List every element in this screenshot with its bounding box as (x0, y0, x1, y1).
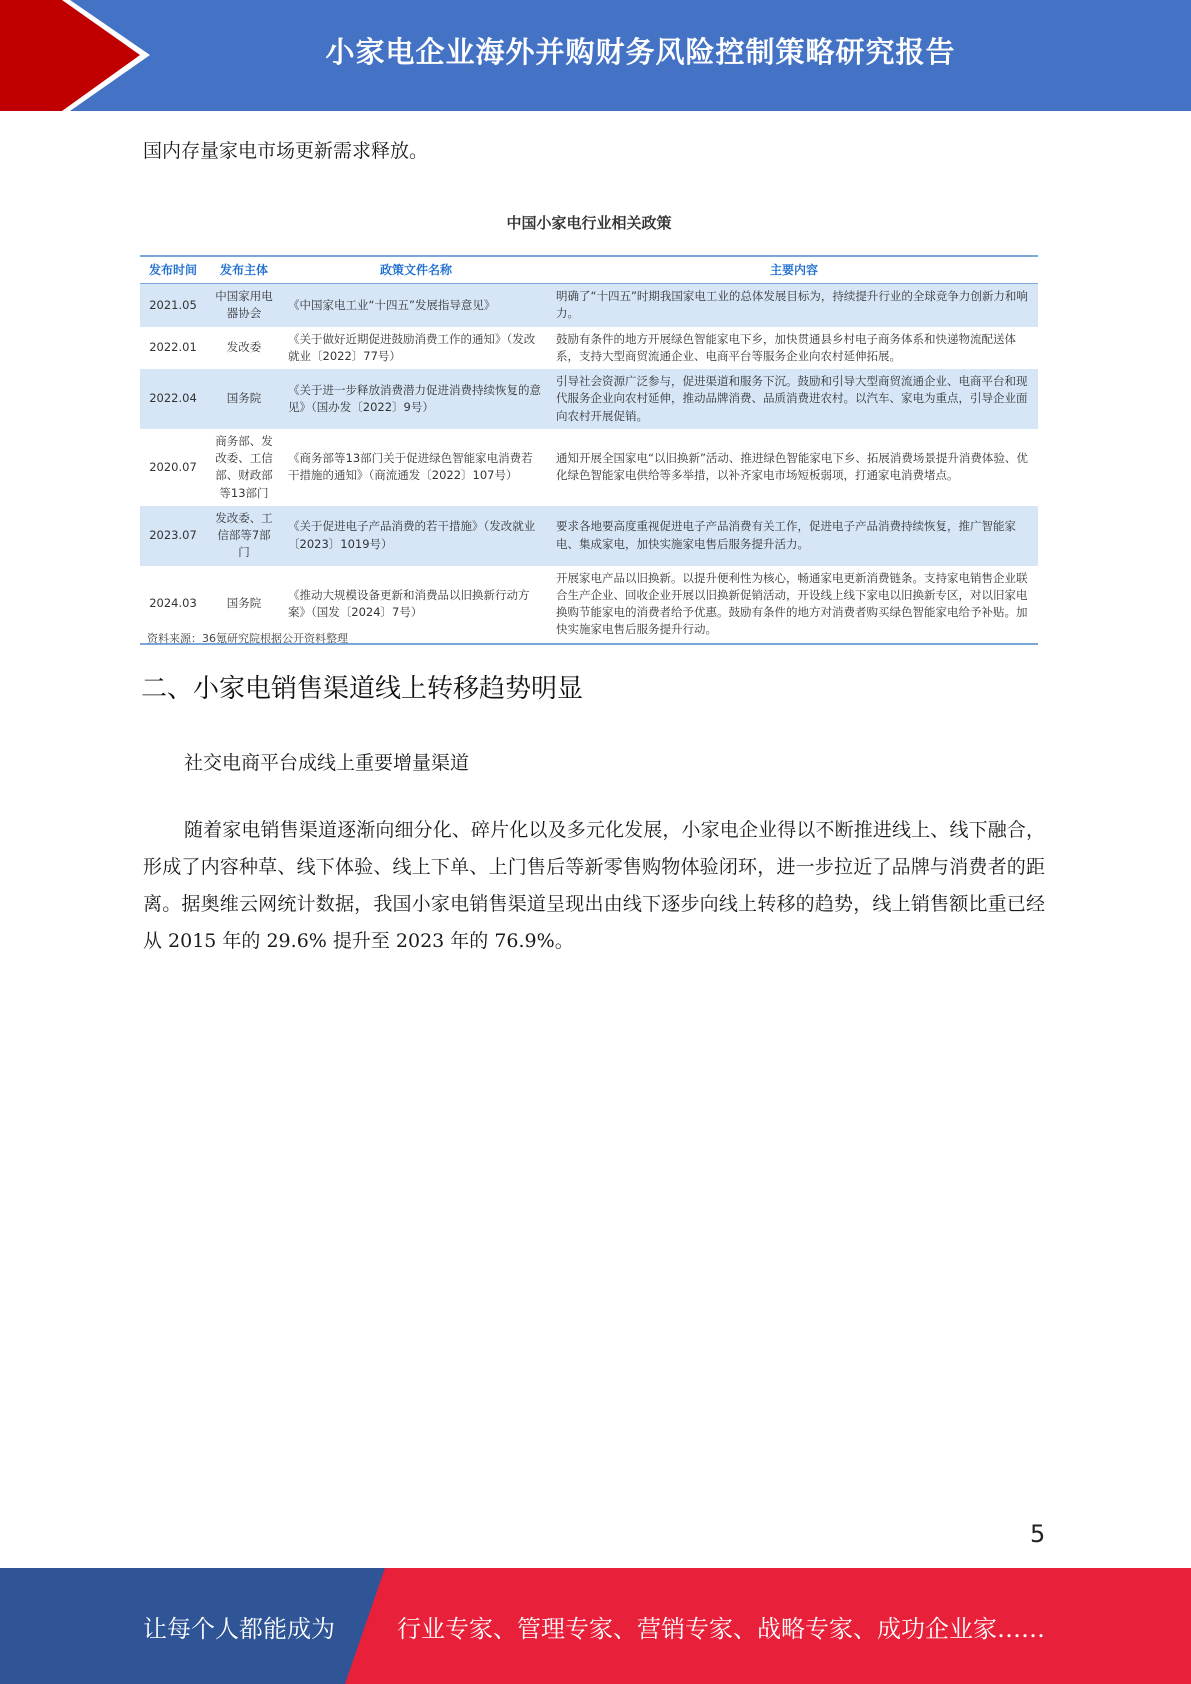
header-chevron-decoration (0, 0, 200, 111)
footer-slogan-left: 让每个人都能成为 (143, 1614, 335, 1643)
table-row (140, 506, 1038, 566)
cell-issuer: 商务部、发改委、工信部、财政部等13部门 (215, 433, 273, 500)
col-header-policy-name: 政策文件名称 (282, 256, 550, 284)
cell-date: 2022.04 (140, 369, 206, 429)
cell-issuer: 国务院 (206, 369, 282, 429)
cell-issuer: 国务院 (206, 566, 282, 644)
cell-content: 开展家电产品以旧换新。以提升便利性为核心，畅通家电更新消费链条。支持家电销售企业联合生产企业、回收企业开展以旧换新促销活动，开设线上线下家电以旧换新专区，对以旧家电换购节能家电的消费者给予优惠。鼓励有条件的地方对消费者购买绿色智能家电给予补贴。加快实施家电售后服务提升行动。 (550, 566, 1038, 644)
cell-date: 2024.03 (140, 566, 206, 644)
col-header-issuer: 发布主体 (206, 256, 282, 284)
col-header-content: 主要内容 (550, 256, 1038, 284)
cell-policy-name: 《推动大规模设备更新和消费品以旧换新行动方案》（国发〔2024〕7号） (282, 566, 550, 644)
cell-date: 2022.01 (149, 340, 197, 355)
table-header-row (140, 256, 1038, 284)
table-row (140, 327, 1038, 370)
cell-issuer: 发改委、工信部等7部门 (206, 506, 282, 566)
table-source-note: 资料来源：36氪研究院根据公开资料整理 (147, 632, 348, 645)
cell-policy-name: 《商务部等13部门关于促进绿色智能家电消费若干措施的通知》（商流通发〔2022〕107号） (288, 451, 533, 483)
cell-date: 2020.07 (149, 459, 197, 474)
cell-issuer: 发改委 (226, 340, 262, 355)
col-header-date: 发布时间 (140, 256, 206, 284)
cell-date: 2023.07 (140, 506, 206, 566)
section-subheading: 社交电商平台成线上重要增量渠道 (184, 752, 470, 774)
cell-policy-name: 《关于促进电子产品消费的若干措施》（发改就业〔2023〕1019号） (282, 506, 550, 566)
page-number: 5 (1030, 1520, 1046, 1548)
page-header (0, 0, 1191, 111)
table-title: 中国小家电行业相关政策 (506, 214, 672, 232)
cell-content: 通知开展全国家电“以旧换新”活动、推进绿色智能家电下乡、拓展消费场景提升消费体验、优化绿色智能家电供给等多举措，以补齐家电市场短板弱项，打通家电消费堵点。 (556, 451, 1028, 483)
section-heading: 二、小家电销售渠道线上转移趋势明显 (141, 674, 584, 704)
table-row (140, 369, 1038, 429)
cell-policy-name: 《关于做好近期促进鼓励消费工作的通知》（发改就业〔2022〕77号） (288, 331, 536, 363)
cell-date: 2021.05 (140, 284, 206, 327)
cell-policy-name: 《关于进一步释放消费潜力促进消费持续恢复的意见》（国办发〔2022〕9号） (282, 369, 550, 429)
cell-content: 要求各地要高度重视促进电子产品消费有关工作，促进电子产品消费持续恢复，推广智能家电、集成家电，加快实施家电售后服务提升活力。 (550, 506, 1038, 566)
body-paragraph: 随着家电销售渠道逐渐向细分化、碎片化以及多元化发展，小家电企业得以不断推进线上、线下融合，形成了内容种草、线下体验、线上下单、上门售后等新零售购物体验闭环，进一步拉近了品牌与消费者的距离。据奥维云网统计数据，我国小家电销售渠道呈现出由线下逐步向线上转移的趋势，线上销售额比重已经从 2015 年的 29.6% 提升至 2023 年的 76.9%。 (143, 819, 1045, 952)
table-row (140, 284, 1038, 327)
table-row (140, 429, 1038, 506)
intro-text: 国内存量家电市场更新需求释放。 (143, 140, 429, 162)
cell-policy-name: 《中国家电工业“十四五”发展指导意见》 (282, 284, 550, 327)
page-footer (0, 1568, 1191, 1684)
cell-content: 引导社会资源广泛参与，促进渠道和服务下沉。鼓励和引导大型商贸流通企业、电商平台和现代服务企业向农村延伸，推动品牌消费、品质消费进农村。以汽车、家电为重点，引导企业面向农村开展促销。 (550, 369, 1038, 429)
cell-issuer: 中国家用电器协会 (206, 284, 282, 327)
policy-table (140, 255, 1038, 645)
cell-content: 明确了“十四五”时期我国家电工业的总体发展目标为，持续提升行业的全球竞争力创新力和响力。 (550, 284, 1038, 327)
cell-content: 鼓励有条件的地方开展绿色智能家电下乡，加快贯通县乡村电子商务体系和快递物流配送体系，支持大型商贸流通企业、电商平台等服务企业向农村延伸拓展。 (556, 331, 1016, 363)
header-title: 小家电企业海外并购财务风险控制策略研究报告 (325, 34, 956, 69)
footer-slogan-right: 行业专家、管理专家、营销专家、战略专家、成功企业家…… (397, 1614, 1045, 1643)
